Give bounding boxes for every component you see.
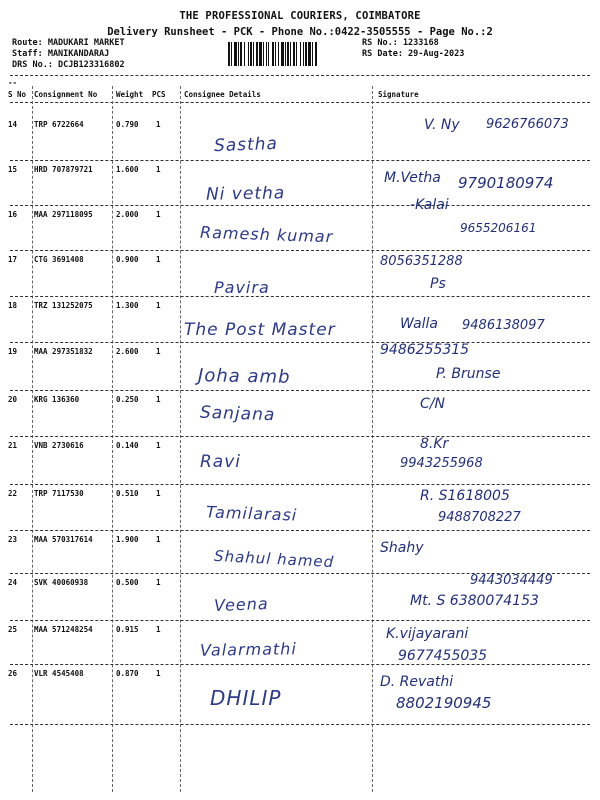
signature-phone: 9790180974 bbox=[458, 174, 554, 192]
signature-phone: 9943255968 bbox=[400, 456, 483, 471]
rs-no-text: RS No.: 1233168 bbox=[362, 38, 439, 48]
column-separator bbox=[180, 86, 181, 792]
rs-date-text: RS Date: 29-Aug-2023 bbox=[362, 49, 465, 59]
consignee-name: Pavira bbox=[214, 278, 270, 297]
weight-cell: 0.900 bbox=[116, 255, 139, 264]
pcs-cell: 1 bbox=[156, 625, 161, 634]
sno-cell: 20 bbox=[8, 395, 18, 404]
sno-cell: 15 bbox=[8, 165, 18, 174]
weight-cell: 2.000 bbox=[116, 210, 139, 219]
staff-text: Staff: MANIKANDARAJ bbox=[12, 49, 110, 59]
pcs-cell: 1 bbox=[156, 489, 161, 498]
col-signature: Signature bbox=[378, 90, 419, 99]
signature-mark: D. Revathi bbox=[380, 674, 454, 690]
pcs-cell: 1 bbox=[156, 120, 161, 129]
consignment-cell: MAA 571248254 bbox=[34, 625, 93, 634]
company-title: THE PROFESSIONAL COURIERS, COIMBATORE bbox=[179, 10, 421, 22]
weight-cell: 0.250 bbox=[116, 395, 139, 404]
divider bbox=[10, 75, 590, 76]
row-divider bbox=[10, 205, 590, 206]
signature-mark: M.Vetha bbox=[384, 170, 441, 186]
pcs-cell: 1 bbox=[156, 347, 161, 356]
column-separator bbox=[112, 86, 113, 792]
weight-cell: 0.510 bbox=[116, 489, 139, 498]
weight-cell: 0.870 bbox=[116, 669, 139, 678]
col-weight: Weight bbox=[116, 90, 144, 99]
signature-phone: 9626766073 bbox=[486, 117, 569, 132]
signature-mark: 8.Kr bbox=[420, 436, 449, 452]
consignment-cell: TRP 6722664 bbox=[34, 120, 84, 129]
pcs-cell: 1 bbox=[156, 395, 161, 404]
weight-cell: 0.500 bbox=[116, 578, 139, 587]
sno-cell: 25 bbox=[8, 625, 18, 634]
row-divider bbox=[10, 296, 590, 297]
signature-phone: 9443034449 bbox=[470, 573, 553, 588]
consignment-cell: VNB 2730616 bbox=[34, 441, 84, 450]
signature-phone: 9655206161 bbox=[460, 221, 537, 235]
consignment-cell: HRD 707879721 bbox=[34, 165, 93, 174]
sno-cell: 16 bbox=[8, 210, 18, 219]
signature-mark: C/N bbox=[420, 396, 445, 412]
signature-mark: Ps bbox=[430, 276, 446, 292]
weight-cell: 1.600 bbox=[116, 165, 139, 174]
signature-mark: R. S1618005 bbox=[420, 488, 510, 504]
meta-left bbox=[12, 38, 125, 71]
consignee-name: DHILIP bbox=[210, 686, 282, 710]
sno-cell: 26 bbox=[8, 669, 18, 678]
pcs-cell: 1 bbox=[156, 210, 161, 219]
drs-text: DRS No.: DCJB123316802 bbox=[12, 60, 125, 70]
column-separator bbox=[372, 86, 373, 792]
weight-cell: 0.790 bbox=[116, 120, 139, 129]
signature-mark: Mt. S 6380074153 bbox=[410, 593, 539, 609]
sno-cell: 24 bbox=[8, 578, 18, 587]
row-divider bbox=[10, 390, 590, 391]
consignee-name: Ramesh kumar bbox=[199, 222, 334, 247]
row-divider bbox=[10, 436, 590, 437]
consignment-cell: TRZ 131252075 bbox=[34, 301, 93, 310]
weight-cell: 1.900 bbox=[116, 535, 139, 544]
signature-phone: 9488708227 bbox=[438, 510, 521, 525]
route-text: Route: MADUKARI MARKET bbox=[12, 38, 125, 48]
col-consignment: Consignment No bbox=[34, 90, 98, 99]
consignment-cell: MAA 297118095 bbox=[34, 210, 93, 219]
pcs-cell: 1 bbox=[156, 578, 161, 587]
consignment-cell: MAA 297351832 bbox=[34, 347, 93, 356]
weight-cell: 2.600 bbox=[116, 347, 139, 356]
signature-mark: Shahy bbox=[380, 540, 424, 556]
row-divider bbox=[10, 664, 590, 665]
row-divider bbox=[10, 250, 590, 251]
pcs-cell: 1 bbox=[156, 165, 161, 174]
sno-cell: 21 bbox=[8, 441, 18, 450]
pcs-cell: 1 bbox=[156, 535, 161, 544]
consignee-name: Ni vetha bbox=[205, 183, 286, 205]
signature-phone: 9486255315 bbox=[380, 342, 470, 358]
pcs-cell: 1 bbox=[156, 441, 161, 450]
consignee-name: Sanjana bbox=[199, 402, 276, 426]
runsheet-subtitle: Delivery Runsheet - PCK - Phone No.:0422-3505555 - Page No.:2 bbox=[107, 26, 493, 38]
sno-cell: 18 bbox=[8, 301, 18, 310]
pcs-cell: 1 bbox=[156, 669, 161, 678]
col-consignee: Consignee Details bbox=[184, 90, 261, 99]
consignee-name: Veena bbox=[213, 594, 269, 615]
row-divider bbox=[10, 160, 590, 161]
row-divider bbox=[10, 530, 590, 531]
sno-cell: 17 bbox=[8, 255, 18, 264]
consignment-cell: CTG 3691408 bbox=[34, 255, 84, 264]
signature-mark: V. Ny bbox=[424, 117, 460, 133]
sno-cell: 19 bbox=[8, 347, 18, 356]
row-divider bbox=[10, 724, 590, 725]
consignee-name: Sastha bbox=[213, 133, 279, 157]
row-divider bbox=[10, 484, 590, 485]
consignee-name: Valarmathi bbox=[199, 639, 297, 660]
consignment-cell: SVK 40060938 bbox=[34, 578, 89, 587]
signature-phone: 9486138097 bbox=[462, 318, 545, 333]
weight-cell: 0.140 bbox=[116, 441, 139, 450]
consignee-name: Shahul hamed bbox=[213, 546, 335, 572]
consignment-cell: VLR 4545408 bbox=[34, 669, 84, 678]
column-separator bbox=[32, 86, 33, 792]
pcs-cell: 1 bbox=[156, 301, 161, 310]
consignee-name: Tamilarasi bbox=[205, 502, 298, 525]
pcs-cell: 1 bbox=[156, 255, 161, 264]
consignment-cell: TRP 7117530 bbox=[34, 489, 84, 498]
consignee-name: Joha amb bbox=[197, 365, 291, 388]
signature-mark: P. Brunse bbox=[436, 366, 501, 382]
signature-mark: K.vijayarani bbox=[386, 626, 469, 642]
sno-cell: 23 bbox=[8, 535, 18, 544]
consignee-name: Ravi bbox=[200, 452, 242, 472]
col-sno: S No bbox=[8, 90, 27, 99]
sno-cell: 22 bbox=[8, 489, 18, 498]
header-mark: -- bbox=[8, 78, 18, 87]
signature-phone: 8802190945 bbox=[396, 694, 492, 712]
signature-mark: -Kalai bbox=[410, 197, 449, 213]
col-pcs: PCS bbox=[152, 90, 166, 99]
sno-cell: 14 bbox=[8, 120, 18, 129]
row-divider bbox=[10, 620, 590, 621]
signature-phone: 9677455035 bbox=[398, 648, 488, 664]
signature-phone: 8056351288 bbox=[380, 254, 463, 269]
barcode bbox=[228, 42, 356, 66]
consignment-cell: MAA 570317614 bbox=[34, 535, 93, 544]
signature-mark: Walla bbox=[400, 316, 439, 332]
divider bbox=[10, 102, 590, 103]
consignee-name: The Post Master bbox=[184, 320, 336, 340]
weight-cell: 1.300 bbox=[116, 301, 139, 310]
meta-right bbox=[362, 38, 464, 60]
row-divider bbox=[10, 342, 590, 343]
consignment-cell: KRG 136360 bbox=[34, 395, 80, 404]
weight-cell: 0.915 bbox=[116, 625, 139, 634]
